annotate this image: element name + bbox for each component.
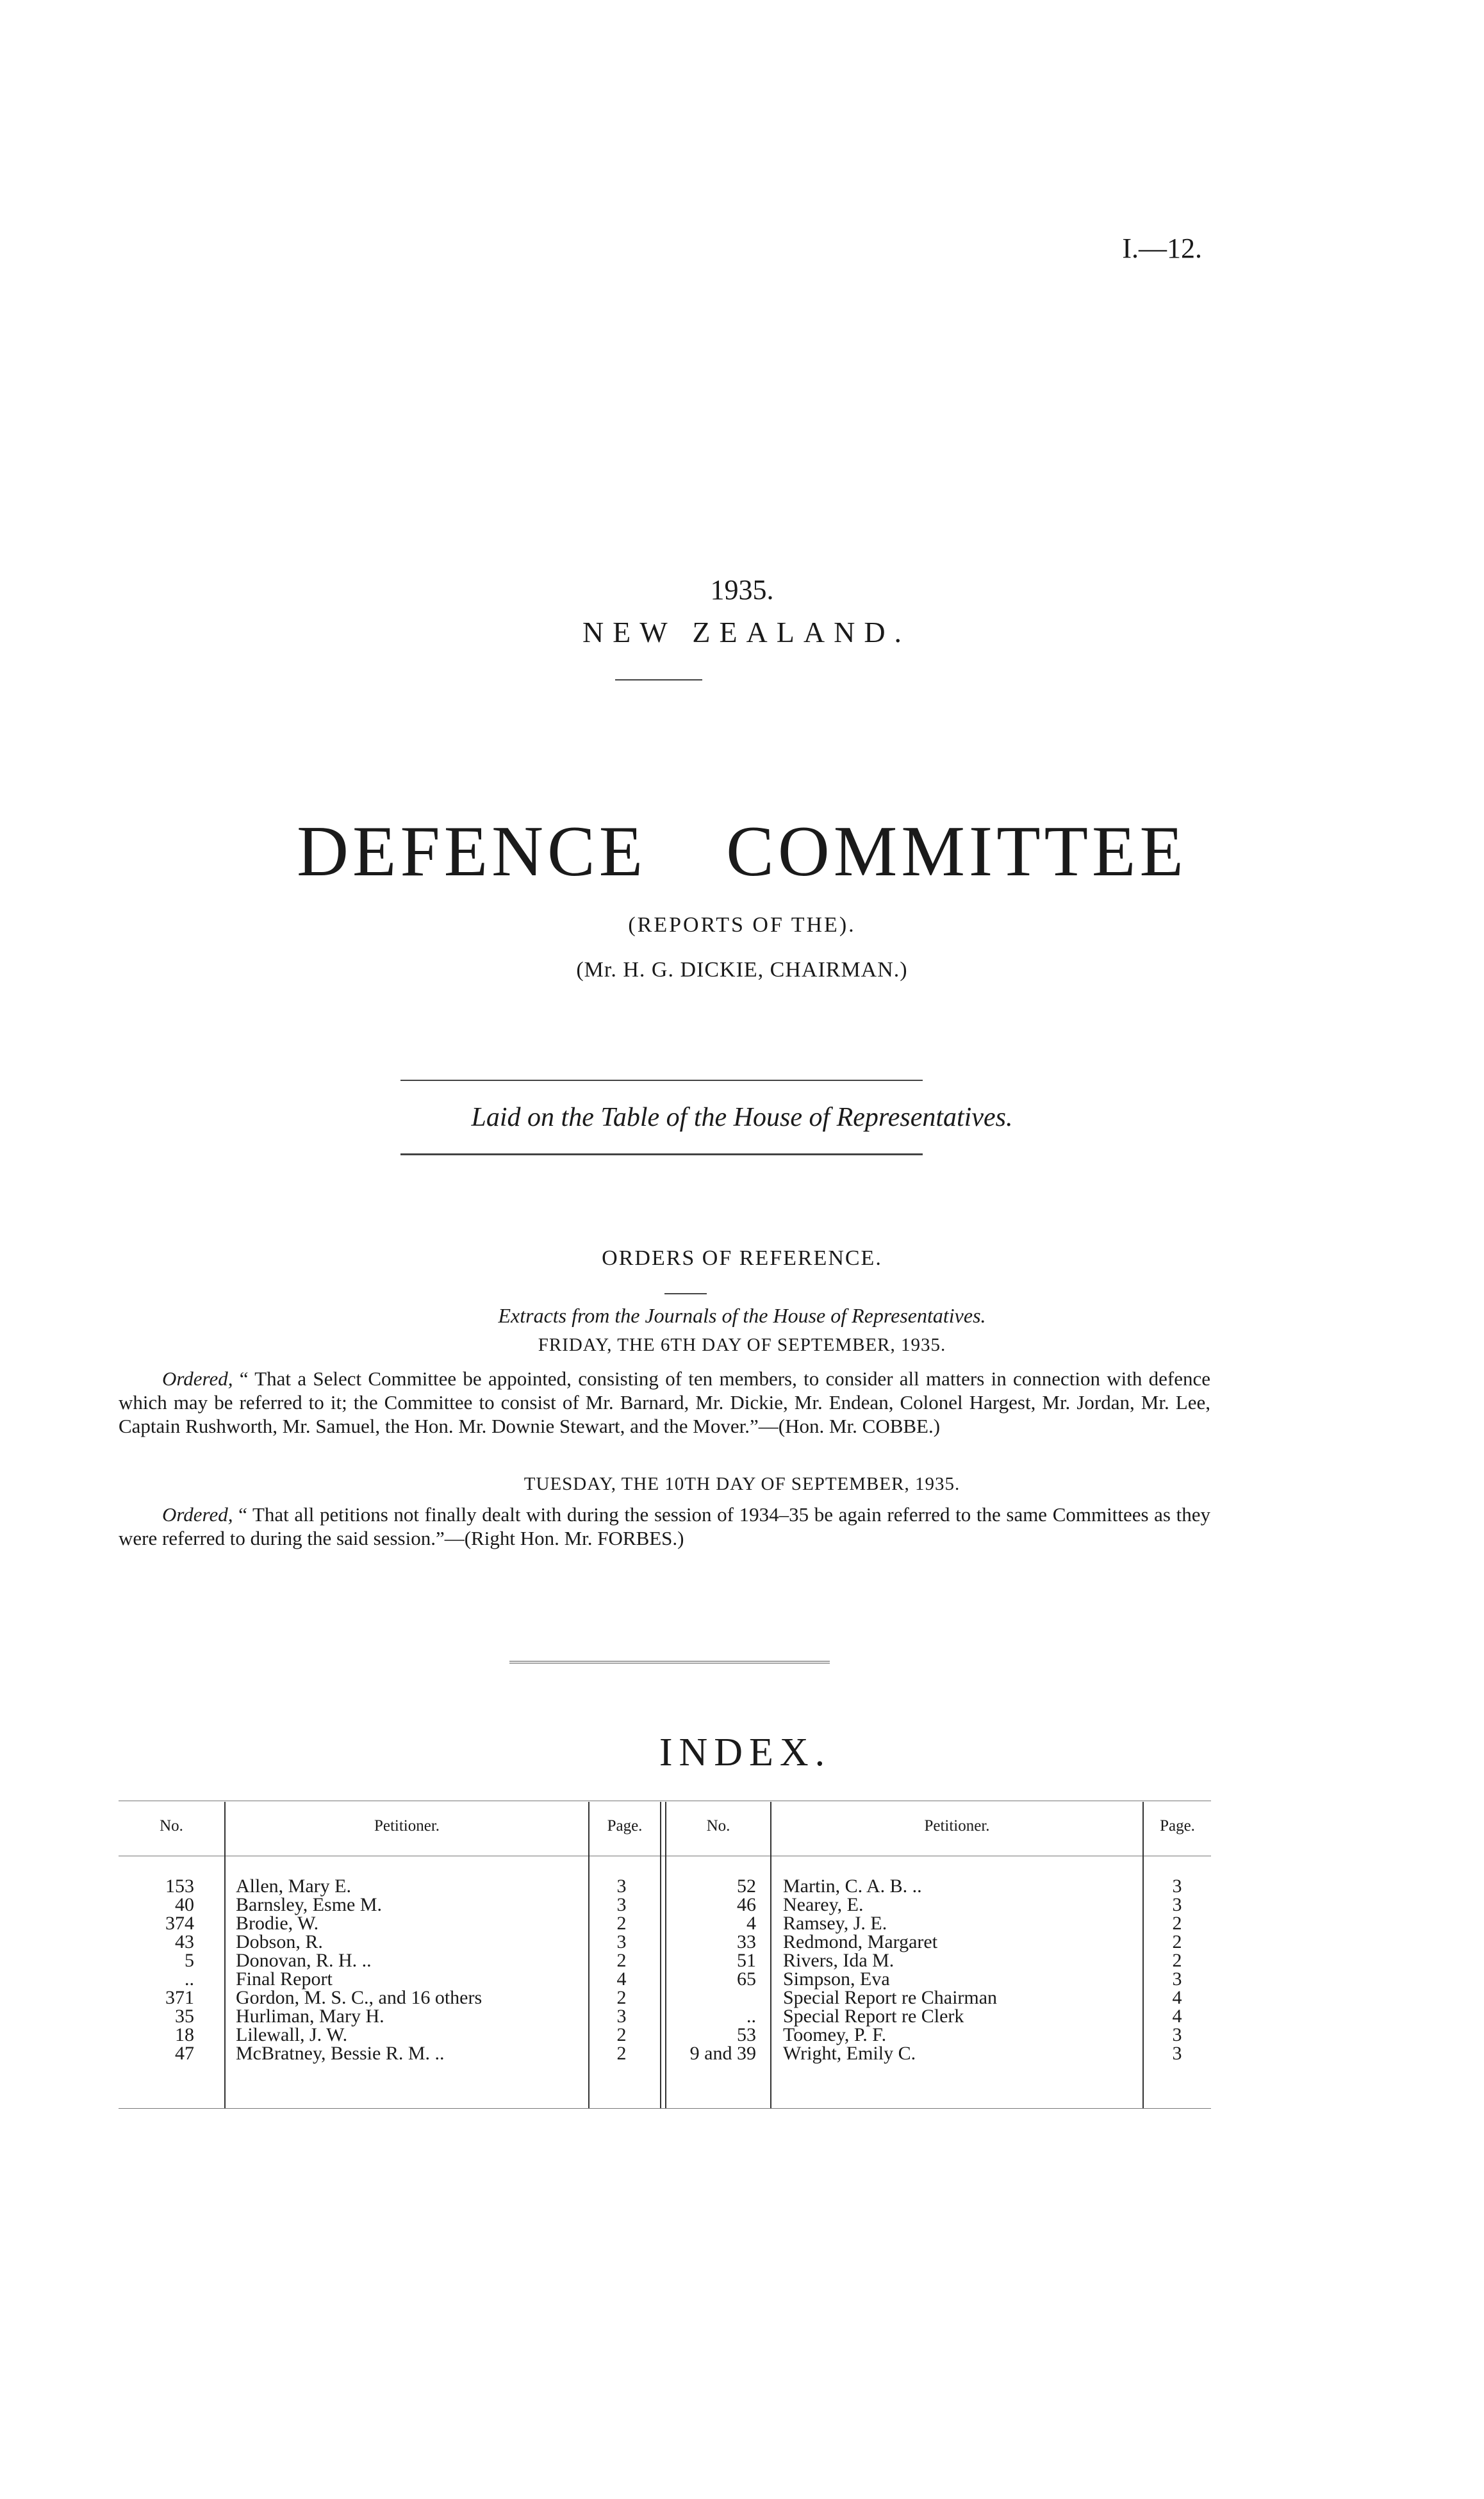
- table-cell-no: 4: [746, 1913, 756, 1934]
- divider: [664, 1293, 707, 1294]
- table-cell-petitioner: Special Report re Chairman: [783, 1987, 998, 2008]
- right-petitioner-column: [783, 1877, 1139, 2063]
- index-heading: INDEX.: [659, 1731, 832, 1774]
- ordered-label: Ordered,: [162, 1367, 233, 1390]
- year: 1935.: [710, 574, 774, 606]
- table-cell-petitioner: Martin, C. A. B. ..: [783, 1876, 922, 1897]
- table-cell-petitioner: Rivers, Ida M.: [783, 1950, 895, 1971]
- table-cell-petitioner: Wright, Emily C.: [783, 2043, 916, 2064]
- column-header-no: No.: [160, 1817, 183, 1835]
- table-cell-no: 47: [175, 2043, 194, 2064]
- column-header-petitioner: Petitioner.: [924, 1817, 990, 1835]
- table-cell-petitioner: McBratney, Bessie R. M. ..: [236, 2043, 445, 2064]
- table-cell-page: 4: [1172, 2006, 1182, 2027]
- column-divider: [1142, 1802, 1144, 2108]
- table-cell-no: 46: [737, 1894, 756, 1915]
- divider: [400, 1080, 923, 1081]
- table-cell-petitioner: Special Report re Clerk: [783, 2006, 964, 2027]
- table-cell-no: 9 and 39: [689, 2043, 756, 2064]
- table-cell-page: 2: [616, 2024, 627, 2045]
- ordered-label: Ordered,: [162, 1503, 233, 1526]
- table-cell-page: 3: [1172, 2024, 1182, 2045]
- table-cell-page: 4: [1172, 1987, 1182, 2008]
- table-cell-no: 5: [185, 1950, 194, 1971]
- table-cell-page: 2: [616, 2043, 627, 2064]
- extracts-line: Extracts from the Journals of the House of Representatives.: [498, 1304, 986, 1327]
- country: NEW ZEALAND.: [582, 616, 911, 648]
- table-cell-no: 35: [175, 2006, 194, 2027]
- left-petitioner-column: [236, 1877, 582, 2063]
- column-header-page: Page.: [1160, 1817, 1195, 1835]
- table-cell-petitioner: Simpson, Eva: [783, 1968, 890, 1990]
- order-date: FRIDAY, THE 6TH DAY OF SEPTEMBER, 1935.: [538, 1335, 946, 1355]
- table-cell-page: 2: [616, 1950, 627, 1971]
- table-cell-petitioner: Nearey, E.: [783, 1894, 864, 1915]
- table-cell-page: 2: [1172, 1913, 1182, 1934]
- order-paragraph: [119, 1367, 1210, 1438]
- table-cell-page: 3: [616, 2006, 627, 2027]
- table-cell-page: 3: [1172, 2043, 1182, 2064]
- table-cell-page: 4: [616, 1968, 627, 1990]
- right-page-column: [1145, 1877, 1209, 2063]
- table-cell-page: 3: [1172, 1968, 1182, 1990]
- table-cell-no: 53: [737, 2024, 756, 2045]
- table-cell-petitioner: Toomey, P. F.: [783, 2024, 887, 2045]
- column-header-petitioner: Petitioner.: [374, 1817, 440, 1835]
- table-cell-petitioner: Hurliman, Mary H.: [236, 2006, 384, 2027]
- table-cell-page: 2: [1172, 1950, 1182, 1971]
- table-cell-petitioner: Final Report: [236, 1968, 333, 1990]
- table-cell-petitioner: Donovan, R. H. ..: [236, 1950, 372, 1971]
- order-paragraph: [119, 1503, 1210, 1550]
- table-cell-page: 3: [616, 1894, 627, 1915]
- page-subtitle: (REPORTS OF THE).: [628, 913, 856, 937]
- chairman-line: (Mr. H. G. DICKIE, CHAIRMAN.): [576, 958, 908, 982]
- divider: [509, 1661, 830, 1663]
- table-cell-page: 2: [616, 1987, 627, 2008]
- table-cell-no: 33: [737, 1931, 756, 1952]
- column-divider-double: [660, 1802, 666, 2108]
- order-text: “ That a Select Committee be appointed, consisting of ten members, to consider all matters in connection with defence which may be referred to it; the Committee to consist of Mr. Barnard, Mr. Dickie, Mr. Endean, Colonel Hargest, Mr. Jordan, Mr. Lee, Captain Rushworth, Mr. Samuel, the Hon. Mr. Downie Stewart, and the Mover.”—(Hon. Mr. COBBE.): [119, 1367, 1210, 1437]
- order-date: TUESDAY, THE 10TH DAY OF SEPTEMBER, 1935.: [524, 1474, 960, 1494]
- divider: [615, 679, 702, 680]
- table-cell-page: 3: [1172, 1894, 1182, 1915]
- table-cell-petitioner: Brodie, W.: [236, 1913, 319, 1934]
- table-cell-no: ..: [746, 2006, 756, 2027]
- table-cell-petitioner: Dobson, R.: [236, 1931, 323, 1952]
- left-page-column: [589, 1877, 654, 2063]
- column-divider: [770, 1802, 771, 2108]
- table-cell-petitioner: Gordon, M. S. C., and 16 others: [236, 1987, 482, 2008]
- table-cell-petitioner: Ramsey, J. E.: [783, 1913, 887, 1934]
- page-title: DEFENCE COMMITTEE: [297, 812, 1187, 891]
- table-cell-no: 51: [737, 1950, 756, 1971]
- laid-on-table: Laid on the Table of the House of Representatives.: [471, 1103, 1013, 1132]
- table-cell-no: [666, 1988, 756, 2007]
- table-cell-page: 2: [1172, 1931, 1182, 1952]
- table-cell-no: 374: [165, 1913, 194, 1934]
- table-cell-no: 40: [175, 1894, 194, 1915]
- table-cell-no: 153: [165, 1876, 194, 1897]
- table-cell-page: 2: [616, 1913, 627, 1934]
- table-cell-petitioner: Allen, Mary E.: [236, 1876, 351, 1897]
- column-divider: [224, 1802, 226, 2108]
- column-header-page: Page.: [607, 1817, 643, 1835]
- table-cell-petitioner: Lilewall, J. W.: [236, 2024, 348, 2045]
- table-cell-page: 3: [1172, 1876, 1182, 1897]
- order-text: “ That all petitions not finally dealt with during the session of 1934–35 be again referred to the same Committees as they were referred to during the said session.”—(Right Hon. Mr. FORBES.): [119, 1503, 1210, 1549]
- table-cell-no: 52: [737, 1876, 756, 1897]
- table-bottom-rule: [119, 2108, 1211, 2109]
- divider: [400, 1153, 923, 1155]
- table-cell-no: 43: [175, 1931, 194, 1952]
- left-no-column: [119, 1877, 194, 2063]
- table-cell-petitioner: Barnsley, Esme M.: [236, 1894, 383, 1915]
- orders-heading: ORDERS OF REFERENCE.: [602, 1246, 882, 1270]
- table-cell-no: 65: [737, 1968, 756, 1990]
- table-cell-no: 371: [165, 1987, 194, 2008]
- table-cell-page: 3: [616, 1931, 627, 1952]
- column-header-no: No.: [706, 1817, 730, 1835]
- table-cell-no: ..: [185, 1968, 194, 1990]
- table-cell-petitioner: Redmond, Margaret: [783, 1931, 938, 1952]
- right-no-column: [666, 1877, 756, 2063]
- document-reference: I.—12.: [1122, 233, 1202, 264]
- table-cell-page: 3: [616, 1876, 627, 1897]
- table-cell-no: 18: [175, 2024, 194, 2045]
